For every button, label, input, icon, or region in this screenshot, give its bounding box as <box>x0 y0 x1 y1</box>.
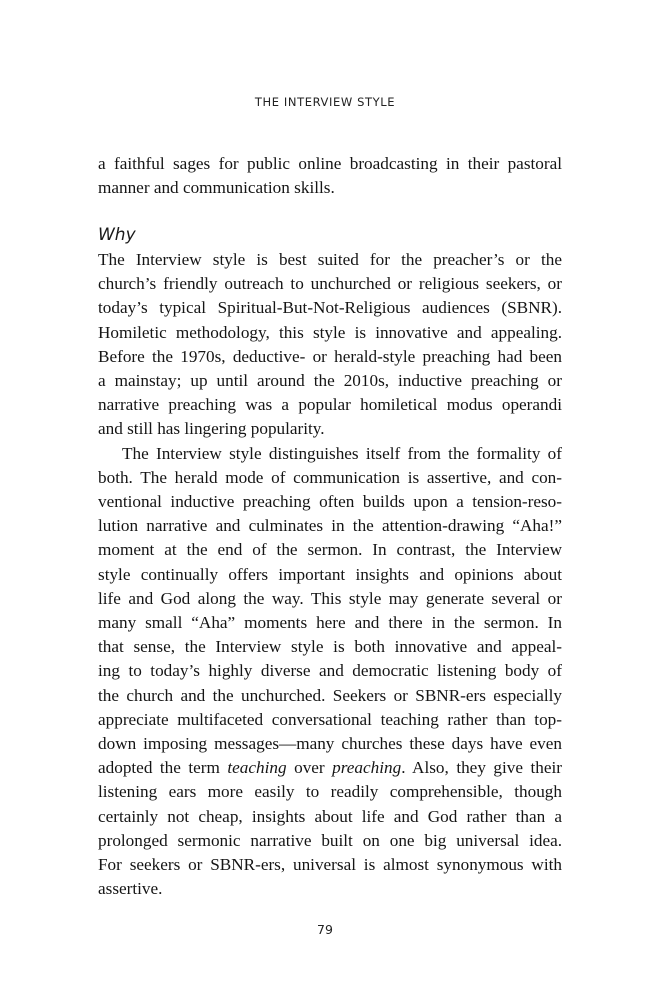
text-line: life and God along the way. This style may generate several or <box>98 588 562 608</box>
running-head: THE INTERVIEW STYLE <box>254 95 396 109</box>
text-line: today’s typical Spiritual-But-Not-Religious audiences (SBNR). <box>98 298 562 318</box>
section-body <box>98 248 562 901</box>
text-line: church’s friendly outreach to unchurched or religious seekers, or <box>98 274 562 294</box>
text-line: prolonged sermonic narrative built on one big universal idea. <box>98 830 562 850</box>
text-line: appreciate multifaceted conversational teaching rather than top- <box>98 709 562 729</box>
text-line-with-italics <box>98 756 562 780</box>
text-line: certainly not cheap, insights about life and God rather than a <box>98 806 562 826</box>
text-line: Before the 1970s, deductive- or herald-style preaching had been <box>98 346 562 366</box>
text-line: The Interview style is best suited for the preacher’s or the <box>98 250 562 269</box>
text-line: listening ears more easily to readily comprehensible, though <box>98 782 562 802</box>
text-line: style continually offers important insights and opinions about <box>98 564 562 584</box>
text-line: and still has lingering popularity. <box>98 419 325 439</box>
text-line: ventional inductive preaching often builds upon a tension-reso- <box>98 492 562 512</box>
text-line: both. The herald mode of communication is assertive, and con- <box>98 467 562 487</box>
text-line: a faithful sages for public online broadcasting in their pastoral <box>98 154 562 173</box>
text-line: a mainstay; up until around the 2010s, inductive preaching or <box>98 371 562 391</box>
text-line: ing to today’s highly diverse and democratic listening body of <box>98 661 562 681</box>
text-line: that sense, the Interview style is both innovative and appeal- <box>98 637 562 657</box>
paragraph-2 <box>98 442 562 902</box>
page-number: 79 <box>317 922 333 937</box>
text-line: moment at the end of the sermon. In contrast, the Interview <box>98 540 562 560</box>
italic-term-preaching: preaching <box>332 758 402 778</box>
text-run: . Also, they give their <box>401 758 562 778</box>
text-line: For seekers or SBNR-ers, universal is almost synonymous with <box>98 855 562 875</box>
text-line: The Interview style distinguishes itself from the formality of <box>122 443 562 463</box>
text-line: many small “Aha” moments here and there in the sermon. In <box>98 613 562 633</box>
text-line: Homiletic methodology, this style is innovative and appealing. <box>98 322 562 342</box>
text-line: lution narrative and culminates in the attention-drawing “Aha!” <box>98 516 562 536</box>
text-run: adopted the term <box>98 758 228 778</box>
continuation-paragraph <box>98 152 562 200</box>
text-run: over <box>286 758 333 778</box>
section-heading: Why <box>98 225 136 245</box>
text-line: manner and communication skills. <box>98 178 335 198</box>
text-line: down imposing messages—many churches these days have even <box>98 734 562 754</box>
text-line: the church and the unchurched. Seekers or SBNR-ers especially <box>98 685 562 705</box>
italic-term-teaching: teaching <box>227 758 287 778</box>
text-line: assertive. <box>98 879 163 899</box>
text-line: narrative preaching was a popular homiletical modus operandi <box>98 395 562 415</box>
paragraph-1 <box>98 248 562 442</box>
